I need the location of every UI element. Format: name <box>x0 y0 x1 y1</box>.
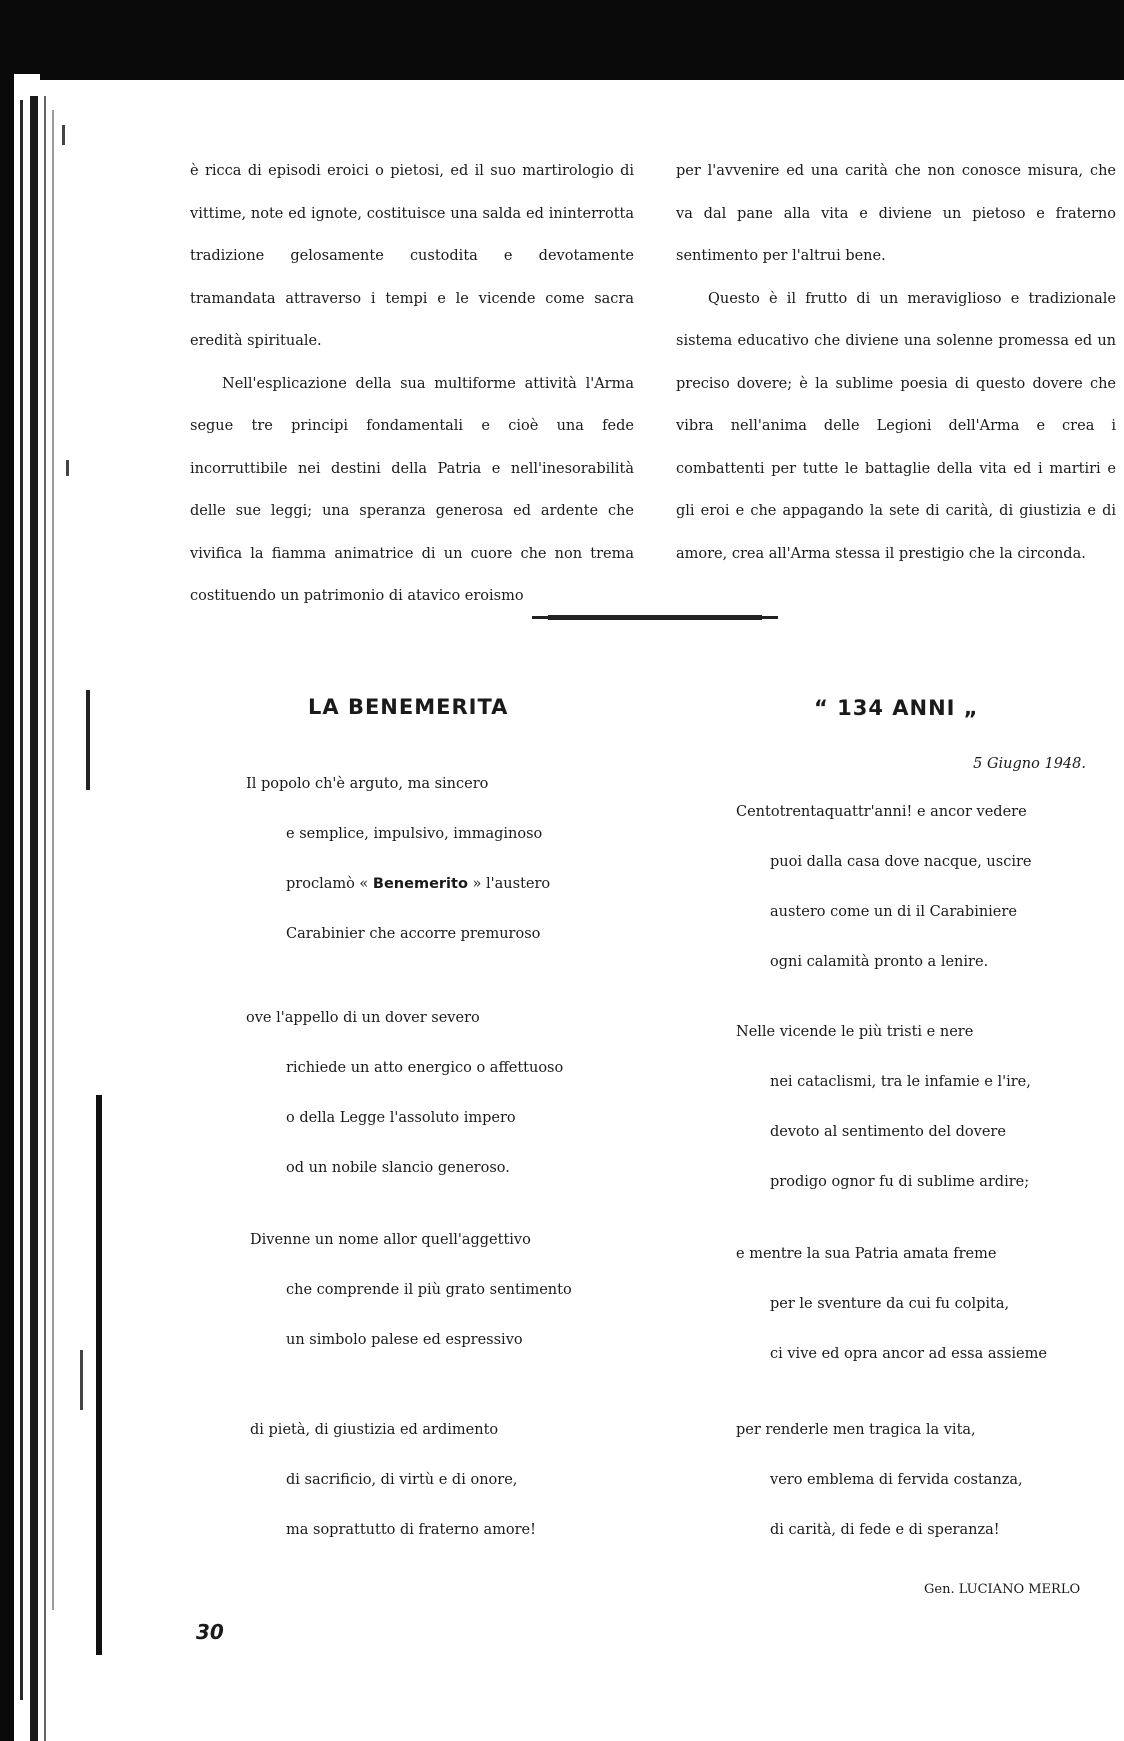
poem-line: un simbolo palese ed espressivo <box>286 1332 523 1348</box>
poem-line: o della Legge l'assoluto impero <box>286 1110 516 1126</box>
scan-edge-mark <box>20 100 23 1700</box>
poem-title-la-benemerita: LA BENEMERITA <box>308 695 509 719</box>
scan-edge-mark <box>62 125 65 145</box>
right-prose-column <box>676 150 1116 575</box>
scan-left-border <box>0 74 14 1741</box>
poem-line: e mentre la sua Patria amata freme <box>736 1246 997 1262</box>
poem-line: che comprende il più grato sentimento <box>286 1282 572 1298</box>
poem-title-134-anni: “ 134 ANNI „ <box>814 696 979 720</box>
scan-edge-mark <box>86 690 90 790</box>
poem-line: Carabinier che accorre premuroso <box>286 926 541 942</box>
poem-line: proclamò « Benemerito » l'austero <box>286 876 551 892</box>
poem-line: richiede un atto energico o affettuoso <box>286 1060 564 1076</box>
right-paragraph-2: Questo è il frutto di un meraviglioso e tradizionale sistema educativo che diviene una solenne promessa ed un preciso dovere; è la sublime poesia di questo dovere che vibra nell'anima delle Legioni dell'Arma e crea i combattenti per tutte le battaglie della vita ed i martiri e gli eroi e che appagando la sete di carità, di giustizia e di amore, crea all'Arma stessa il prestigio che la circonda. <box>676 290 1116 562</box>
poem-line: nei cataclismi, tra le infamie e l'ire, <box>770 1074 1031 1090</box>
poem-line: ove l'appello di un dover severo <box>246 1010 480 1026</box>
poem-line: devoto al sentimento del dovere <box>770 1124 1006 1140</box>
poem-line: e semplice, impulsivo, immaginoso <box>286 826 543 842</box>
right-paragraph-1: per l'avvenire ed una carità che non conosce misura, che va dal pane alla vita e diviene un pietoso e fraterno sentimento per l'altrui bene. <box>676 163 1116 264</box>
scan-edge-mark <box>96 1095 102 1655</box>
bold-word-benemerito: Benemerito <box>372 876 468 892</box>
poem-line: ci vive ed opra ancor ad essa assieme <box>770 1346 1047 1362</box>
left-prose-column <box>190 150 634 618</box>
poem-line: per le sventure da cui fu colpita, <box>770 1296 1010 1312</box>
poem-line: di pietà, di giustizia ed ardimento <box>250 1422 499 1438</box>
poem-line: Divenne un nome allor quell'aggettivo <box>250 1232 531 1248</box>
poem-line: austero come un di il Carabiniere <box>770 904 1017 920</box>
scan-edge-mark <box>80 1350 83 1410</box>
poem-line: Il popolo ch'è arguto, ma sincero <box>246 776 489 792</box>
poem-line: di sacrificio, di virtù e di onore, <box>286 1472 518 1488</box>
scan-edge-mark <box>52 110 54 1610</box>
poem-date: 5 Giugno 1948. <box>973 756 1086 772</box>
poem-line: od un nobile slancio generoso. <box>286 1160 510 1176</box>
author-signature: Gen. LUCIANO MERLO <box>924 1582 1081 1597</box>
left-paragraph-1: è ricca di episodi eroici o pietosi, ed il suo martirologio di vittime, note ed ignote, costituisce una salda ed ininterrotta tradizione gelosamente custodita e devotamente tramandata attraverso i tempi e le vicende come sacra eredità spirituale. <box>190 163 634 349</box>
section-divider <box>532 616 778 619</box>
poem-line: vero emblema di fervida costanza, <box>770 1472 1023 1488</box>
page-number: 30 <box>196 1620 224 1644</box>
scan-edge-mark <box>44 96 46 1741</box>
poem-line: di carità, di fede e di speranza! <box>770 1522 1000 1538</box>
scan-top-border <box>0 0 1124 74</box>
poem-line: per renderle men tragica la vita, <box>736 1422 976 1438</box>
poem-line: ogni calamità pronto a lenire. <box>770 954 989 970</box>
poem-line: prodigo ognor fu di sublime ardire; <box>770 1174 1030 1190</box>
scan-edge-mark <box>66 460 69 476</box>
poem-line: puoi dalla casa dove nacque, uscire <box>770 854 1032 870</box>
left-paragraph-2: Nell'esplicazione della sua multiforme attività l'Arma segue tre principi fondamentali e cioè una fede incorruttibile nei destini della Patria e nell'inesorabilità delle sue leggi; una speranza generosa ed ardente che vivifica la fiamma animatrice di un cuore che non trema costituendo un patrimonio di atavico eroismo <box>190 375 634 604</box>
poem-line: Nelle vicende le più tristi e nere <box>736 1024 974 1040</box>
scan-top-line <box>40 74 1124 80</box>
scan-edge-mark <box>30 96 38 1741</box>
poem-line: Centotrentaquattr'anni! e ancor vedere <box>736 804 1027 820</box>
poem-line: ma soprattutto di fraterno amore! <box>286 1522 536 1538</box>
